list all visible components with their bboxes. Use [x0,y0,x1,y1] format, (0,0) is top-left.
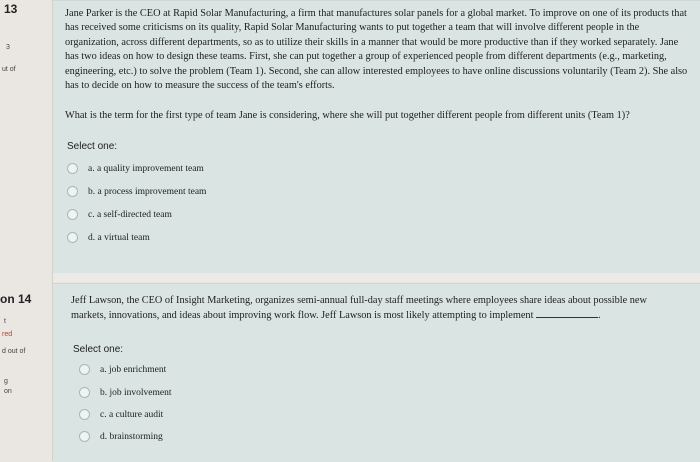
question-info-sidebar [0,0,53,461]
radio-button[interactable] [79,387,90,398]
question-13-select-label: Select one: [67,141,118,152]
answer-blank [536,308,598,318]
question-14-option-c[interactable] [79,409,163,420]
question-13-option-a[interactable] [67,163,204,174]
radio-button[interactable] [67,209,78,220]
radio-button[interactable] [79,409,90,420]
question-separator [53,273,700,282]
option-label: d. brainstorming [100,431,163,442]
option-label: d. a virtual team [88,232,150,243]
radio-button[interactable] [67,163,78,174]
question-13-prompt: What is the term for the first type of team Jane is considering, where she will put together different people from different units (Team 1)? [65,110,630,121]
question-14-number: on 14 [0,292,32,306]
question-14-text-end: . [598,310,601,322]
option-label: c. a self-directed team [88,209,172,220]
question-14-extra: g [4,378,8,385]
option-label: b. a process improvement team [88,186,207,197]
question-14-option-b[interactable] [79,387,172,398]
question-14-flag: t [4,318,6,325]
radio-button[interactable] [67,186,78,197]
question-14-text [71,294,671,324]
question-13-option-d[interactable] [67,232,150,243]
option-label: a. a quality improvement team [88,163,204,174]
question-14-status: red [2,331,13,338]
question-14-option-a[interactable] [79,364,166,375]
question-13-option-b[interactable] [67,186,206,197]
question-14-extra2: on [4,388,12,395]
option-label: c. a culture audit [100,409,164,420]
question-13-points: ut of [2,66,16,73]
question-14-select-label: Select one: [73,344,124,355]
radio-button[interactable] [79,364,90,375]
radio-button[interactable] [67,232,78,243]
option-label: a. job enrichment [100,364,167,375]
radio-button[interactable] [79,431,90,442]
question-14-option-d[interactable] [79,431,163,442]
question-14-text-main: Jeff Lawson, the CEO of Insight Marketing, organizes semi-annual full-day staff meetings where employees share ideas about possible new markets, innovations, and ideas about improving work flow. Jeff Lawson is most likely attempting to implement [71,295,647,322]
question-14-points: d out of [2,348,26,355]
option-label: b. job involvement [100,387,172,398]
question-13-status: 3 [6,44,10,51]
question-13-option-c[interactable] [67,209,172,220]
question-13-text: Jane Parker is the CEO at Rapid Solar Manufacturing, a firm that manufactures solar panels for a global market. To improve on one of its products that has received some criticisms on its quality, Rapid Solar Manufacturing wants to put together a team that will involve different people in the organization, across different departments, so as to utilize their skills in a manner that would be more productive than if they worked separately. Jane has two ideas on how to design these teams. First, she can put together a group of experienced people from different departments (e.g., marketing, engineering, etc.) to solve the problem (Team 1). Second, she can allow interested employees to have online discussions voluntarily (Team 2). She also has to decide on how to measure the success of the team's efforts. [65,8,688,92]
question-13-number: 13 [4,2,18,16]
